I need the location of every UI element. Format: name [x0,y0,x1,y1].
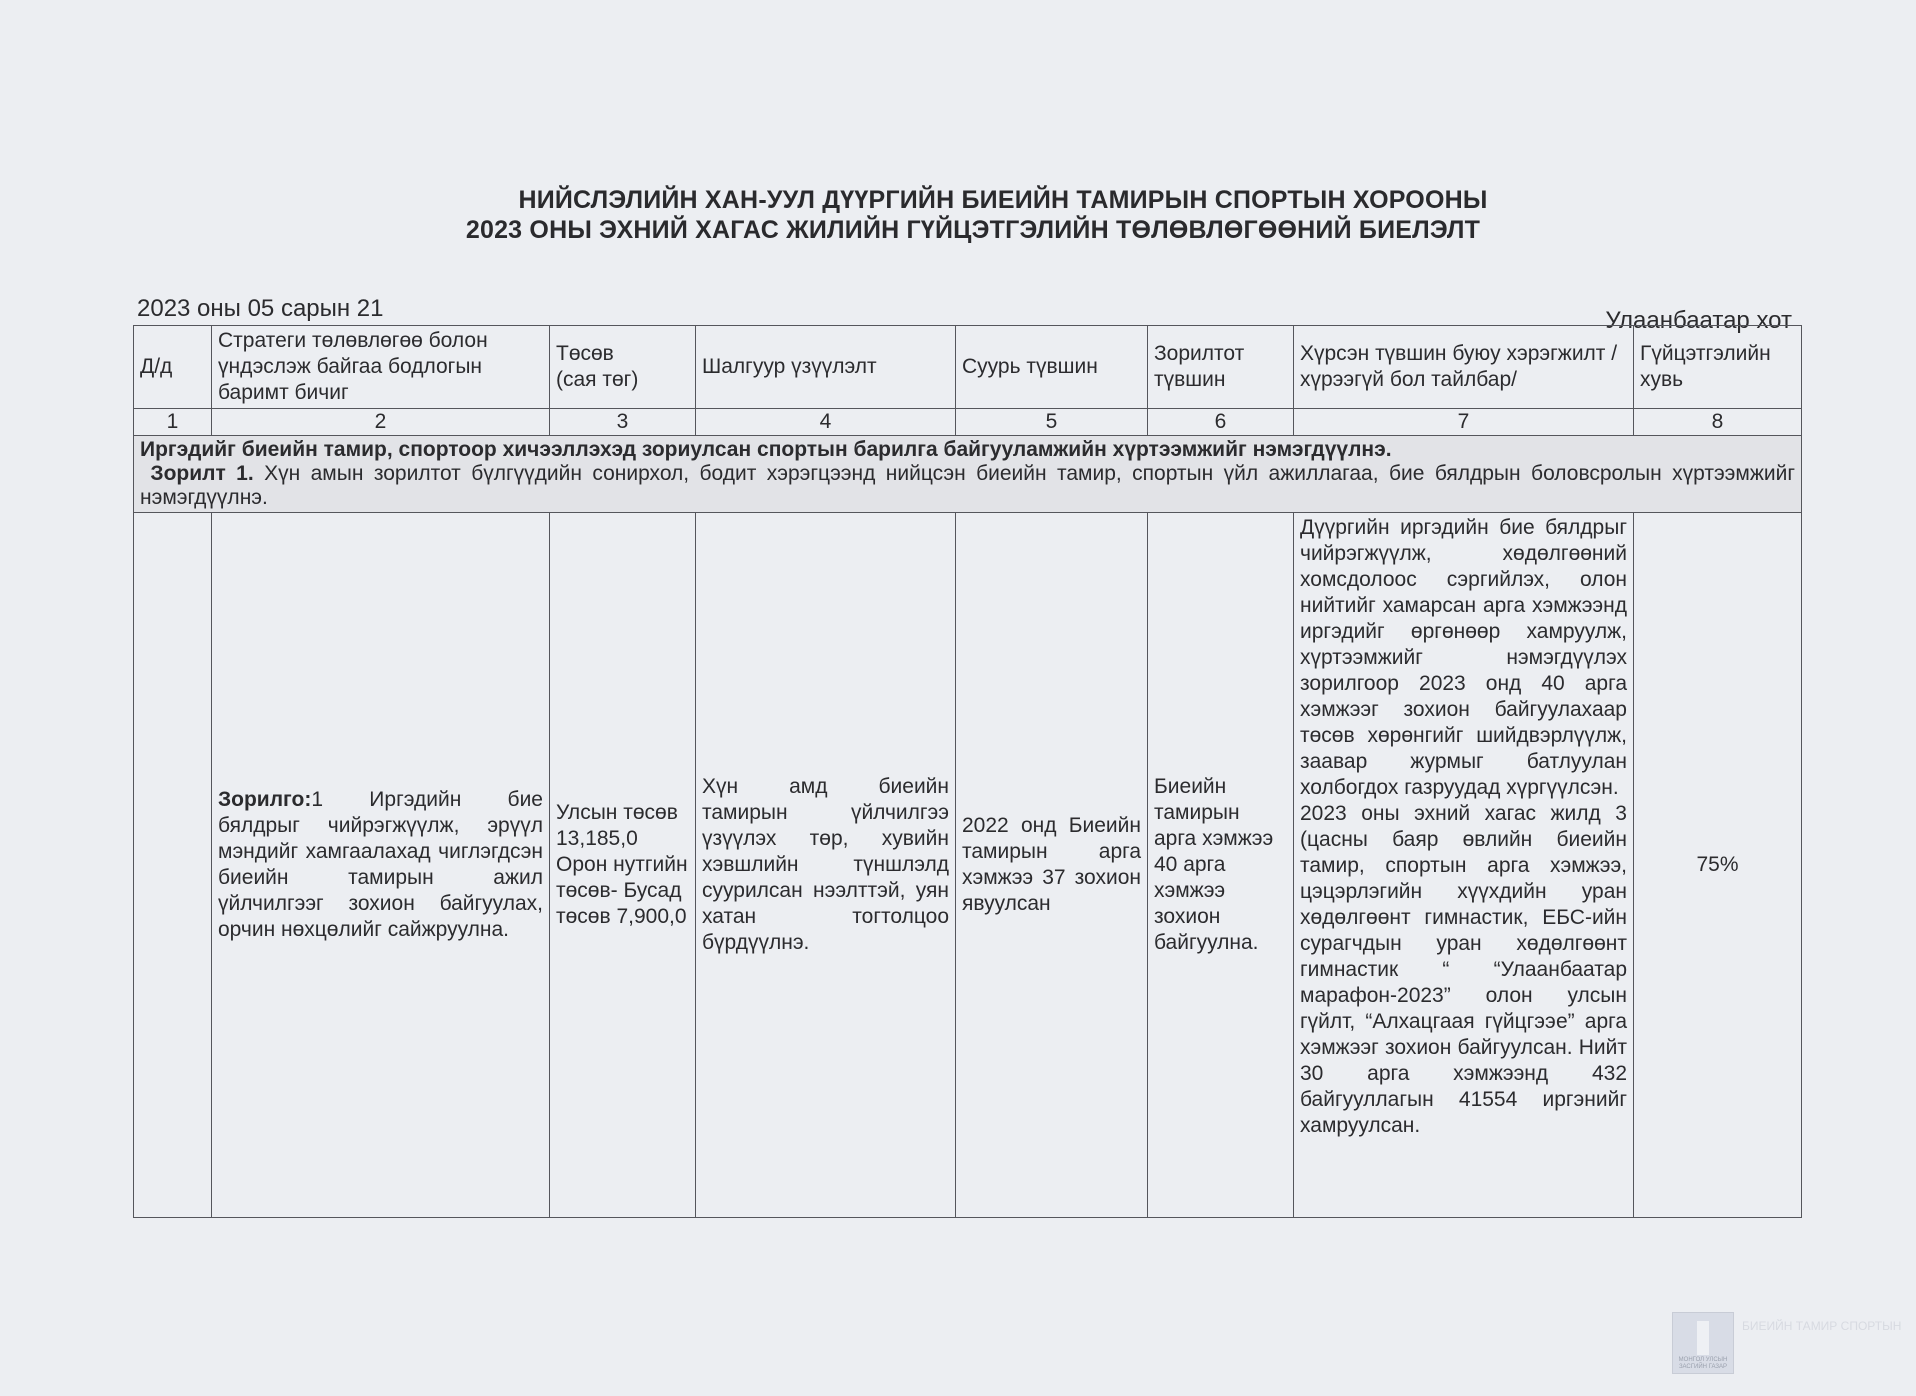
col-header-performance: Гүйцэтгэлийн хувь [1634,326,1802,409]
column-number: 8 [1634,409,1802,436]
row-indicator: Хүн амд биеийн тамирын үйлчилгээ үзүүлэх төр, хувийн хэвшлийн түншлэлд суурилсан нээлттэй, уян хатан тогтолцоо бүрдүүлнэ. [696,513,956,1218]
col-header-achievement: Хүрсэн түвшин буюу хэрэгжилт /хүрээгүй бол тайлбар/ [1294,326,1634,409]
document-city: Улаанбаатар хот [1605,307,1792,334]
document-title-line1: НИЙСЛЭЛИЙН ХАН-УУЛ ДҮҮРГИЙН БИЕИЙН ТАМИРЫН СПОРТЫН ХОРООНЫ [518,186,1488,214]
strategy-label: Зорилго: [218,788,312,811]
column-number: 5 [956,409,1148,436]
row-baseline: 2022 онд Биеийн тамирын арга хэмжээ 37 зохион явуулсан [956,513,1148,1218]
document-title-line2: 2023 ОНЫ ЭХНИЙ ХАГАС ЖИЛИЙН ГҮЙЦЭТГЭЛИЙН ТӨЛӨВЛӨГӨӨНИЙ БИЕЛЭЛТ [465,216,1481,244]
table-header-row [134,326,1802,409]
goal-title: Иргэдийг биеийн тамир, спортоор хичээллэхэд зориулсан спортын барилга байгууламжийн хүртээмжийг нэмэгдүүлнэ. [140,438,1392,461]
col-header-indicator: Шалгуур үзүүлэлт [696,326,956,409]
col-header-index: Д/д [134,326,212,409]
row-strategy [212,513,550,1218]
col-header-budget: Төсөв (сая төг) [550,326,696,409]
goal-cell [134,436,1802,513]
emblem-caption: МОНГОЛ УЛСЫН ЗАСГИЙН ГАЗАР [1678,1357,1728,1370]
column-number: 7 [1294,409,1634,436]
objective-text: Хүн амын зорилтот бүлгүүдийн сонирхол, бодит хэрэгцээнд нийцсэн биеийн тамир, спортын үйл ажиллагаа, бие бялдрын боловсролын хүртээмжийг нэмэгдүүлнэ. [140,462,1795,509]
government-emblem-icon [1672,1312,1734,1374]
column-number: 2 [212,409,550,436]
col-header-baseline: Суурь түвшин [956,326,1148,409]
row-target: Биеийн тамирын арга хэмжээ 40 арга хэмжээ зохион байгуулна. [1148,513,1294,1218]
row-performance: 75% [1634,513,1802,1218]
strategy-text: 1 Иргэдийн бие бялдрыг чийрэгжүүлж, эрүүл мэндийг хамгаалахад чиглэгдсэн биеийн тамирын ажил үйлчилгээг зохион байгуулах, орчин нөхцөлийг сайжруулна. [218,788,543,941]
goal-row [134,436,1802,513]
soyombo-icon [1697,1321,1709,1355]
performance-table [133,325,1802,1218]
column-number: 3 [550,409,696,436]
watermark-text: БИЕИЙН ТАМИР СПОРТЫН [1742,1319,1902,1333]
document-date: 2023 оны 05 сарын 21 [137,295,384,322]
col-header-strategy: Стратеги төлөвлөгөө болон үндэслэж байгаа бодлогын баримт бичиг [212,326,550,409]
row-index [134,513,212,1218]
column-number: 1 [134,409,212,436]
row-budget: Улсын төсөв 13,185,0 Орон нутгийн төсөв- Бусад төсөв 7,900,0 [550,513,696,1218]
achievement-paragraph-1: Дүүргийн иргэдийн бие бялдрыг чийрэгжүүлж, хөдөлгөөний хомсдолоос сэргийлэх, олон нийтийг хамарсан арга хэмжээнд иргэдийг өргөнөөр хамруулж, хүртээмжийг нэмэгдүүлэх зорилгоор 2023 онд 40 арга хэмжээг зохион байгуулахаар төсөв хөрөнгийг шийдвэрлүүлж, заавар журмыг батлуулан холбогдох газруудад хүргүүлсэн. [1300,516,1627,799]
objective-label: Зорилт 1. [150,462,254,485]
col-header-target: Зорилтот түвшин [1148,326,1294,409]
column-number-row [134,409,1802,436]
achievement-paragraph-2: 2023 оны эхний хагас жилд 3 (цасны баяр өвлийн биеийн тамир, спортын арга хэмжээ, цэцэрлэгийн хүүхдийн уран хөдөлгөөнт гимнастик, ЕБС-ийн сурагчдын уран хөдөлгөөнт гимнастик “ “Улаанбаатар марафон-2023” олон улсын гүйлт, “Алхацгаая гүйцгээе” арга хэмжээг зохион байгуулсан. Нийт 30 арга хэмжээнд 432 байгууллагын 41554 иргэнийг хамруулсан. [1300,802,1627,1137]
row-achievement [1294,513,1634,1218]
objective-line [140,462,1795,510]
table-row [134,513,1802,1218]
column-number: 4 [696,409,956,436]
column-number: 6 [1148,409,1294,436]
